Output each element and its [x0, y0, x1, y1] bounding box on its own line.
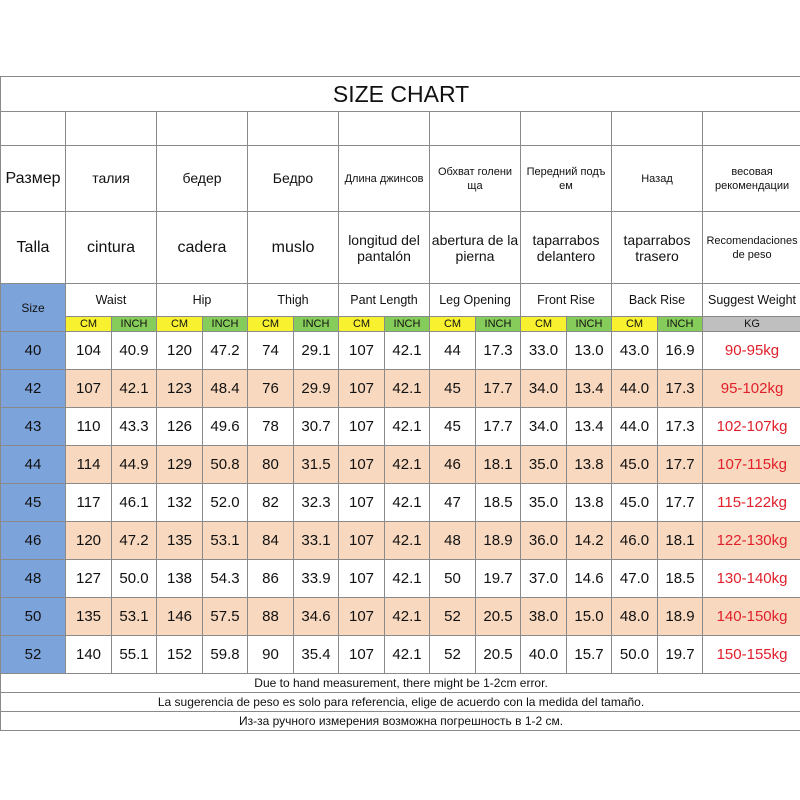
inch-value-cell: 19.7	[476, 560, 521, 598]
inch-value-cell: 34.6	[294, 598, 339, 636]
cm-value-cell: 132	[157, 484, 203, 522]
unit-inch-label: INCH	[567, 317, 612, 332]
size-row	[1, 522, 800, 560]
cm-value-cell: 45.0	[612, 446, 658, 484]
inch-value-cell: 54.3	[203, 560, 248, 598]
cm-value-cell: 76	[248, 370, 294, 408]
es-header-leg-opening: abertura de la pierna	[430, 212, 521, 284]
cm-value-cell: 123	[157, 370, 203, 408]
cm-value-cell: 34.0	[521, 370, 567, 408]
en-header-weight: Suggest Weight	[703, 284, 800, 317]
es-header-thigh: muslo	[248, 212, 339, 284]
cm-value-cell: 52	[430, 598, 476, 636]
unit-inch-label: INCH	[112, 317, 157, 332]
size-row	[1, 560, 800, 598]
size-cell: 42	[1, 370, 66, 408]
cm-value-cell: 107	[339, 522, 385, 560]
ru-header-front-rise: Передний подъ ем	[521, 146, 612, 212]
weight-cell: 102-107kg	[703, 408, 800, 446]
cm-value-cell: 140	[66, 636, 112, 674]
cm-value-cell: 107	[66, 370, 112, 408]
blank-cell	[339, 112, 430, 146]
es-header-pant-length: longitud del pantalón	[339, 212, 430, 284]
inch-value-cell: 49.6	[203, 408, 248, 446]
cm-value-cell: 107	[339, 560, 385, 598]
inch-value-cell: 29.1	[294, 332, 339, 370]
inch-value-cell: 42.1	[385, 484, 430, 522]
size-cell: 46	[1, 522, 66, 560]
inch-value-cell: 17.3	[658, 370, 703, 408]
inch-value-cell: 53.1	[203, 522, 248, 560]
inch-value-cell: 29.9	[294, 370, 339, 408]
english-header-row	[1, 284, 800, 317]
cm-value-cell: 46	[430, 446, 476, 484]
cm-value-cell: 107	[339, 332, 385, 370]
cm-value-cell: 107	[339, 408, 385, 446]
inch-value-cell: 17.3	[476, 332, 521, 370]
inch-value-cell: 48.4	[203, 370, 248, 408]
inch-value-cell: 42.1	[112, 370, 157, 408]
inch-value-cell: 30.7	[294, 408, 339, 446]
inch-value-cell: 35.4	[294, 636, 339, 674]
en-header-front-rise: Front Rise	[521, 284, 612, 317]
en-header-back-rise: Back Rise	[612, 284, 703, 317]
es-header-front-rise: taparrabos delantero	[521, 212, 612, 284]
size-cell: 44	[1, 446, 66, 484]
cm-value-cell: 48.0	[612, 598, 658, 636]
inch-value-cell: 42.1	[385, 636, 430, 674]
ru-header-pant-length: Длина джинсов	[339, 146, 430, 212]
weight-cell: 122-130kg	[703, 522, 800, 560]
inch-value-cell: 18.1	[476, 446, 521, 484]
cm-value-cell: 90	[248, 636, 294, 674]
en-header-waist: Waist	[66, 284, 157, 317]
inch-value-cell: 17.7	[476, 370, 521, 408]
unit-inch-label: INCH	[476, 317, 521, 332]
size-row	[1, 484, 800, 522]
inch-value-cell: 14.6	[567, 560, 612, 598]
cm-value-cell: 126	[157, 408, 203, 446]
cm-value-cell: 44.0	[612, 408, 658, 446]
size-cell: 45	[1, 484, 66, 522]
inch-value-cell: 57.5	[203, 598, 248, 636]
cm-value-cell: 107	[339, 370, 385, 408]
cm-value-cell: 110	[66, 408, 112, 446]
inch-value-cell: 42.1	[385, 598, 430, 636]
blank-cell	[66, 112, 157, 146]
unit-cm-label: CM	[521, 317, 567, 332]
inch-value-cell: 13.4	[567, 408, 612, 446]
blank-cell	[612, 112, 703, 146]
unit-inch-label: INCH	[385, 317, 430, 332]
inch-value-cell: 17.7	[658, 446, 703, 484]
en-header-thigh: Thigh	[248, 284, 339, 317]
inch-value-cell: 50.0	[112, 560, 157, 598]
inch-value-cell: 52.0	[203, 484, 248, 522]
inch-value-cell: 42.1	[385, 408, 430, 446]
cm-value-cell: 45	[430, 408, 476, 446]
size-row	[1, 332, 800, 370]
cm-value-cell: 45	[430, 370, 476, 408]
cm-value-cell: 114	[66, 446, 112, 484]
cm-value-cell: 107	[339, 484, 385, 522]
chart-title: SIZE CHART	[1, 77, 800, 112]
unit-inch-label: INCH	[658, 317, 703, 332]
ru-header-thigh: Бедро	[248, 146, 339, 212]
inch-value-cell: 20.5	[476, 636, 521, 674]
en-header-leg-opening: Leg Opening	[430, 284, 521, 317]
inch-value-cell: 18.5	[476, 484, 521, 522]
cm-value-cell: 33.0	[521, 332, 567, 370]
cm-value-cell: 107	[339, 636, 385, 674]
inch-value-cell: 18.9	[658, 598, 703, 636]
inch-value-cell: 42.1	[385, 522, 430, 560]
size-cell: 52	[1, 636, 66, 674]
size-cell: 40	[1, 332, 66, 370]
cm-value-cell: 80	[248, 446, 294, 484]
unit-cm-label: CM	[248, 317, 294, 332]
inch-value-cell: 59.8	[203, 636, 248, 674]
cm-value-cell: 135	[157, 522, 203, 560]
cm-value-cell: 34.0	[521, 408, 567, 446]
blank-cell	[430, 112, 521, 146]
cm-value-cell: 127	[66, 560, 112, 598]
ru-header-size: Размер	[1, 146, 66, 212]
es-header-hip: cadera	[157, 212, 248, 284]
note-row	[1, 693, 800, 712]
unit-header-row	[1, 317, 800, 332]
blank-cell	[1, 112, 66, 146]
es-header-weight: Recomendaciones de peso	[703, 212, 800, 284]
unit-cm-label: CM	[612, 317, 658, 332]
unit-kg-label: KG	[703, 317, 800, 332]
inch-value-cell: 47.2	[203, 332, 248, 370]
inch-value-cell: 42.1	[385, 560, 430, 598]
weight-cell: 95-102kg	[703, 370, 800, 408]
cm-value-cell: 48	[430, 522, 476, 560]
weight-cell: 107-115kg	[703, 446, 800, 484]
inch-value-cell: 17.7	[476, 408, 521, 446]
size-row	[1, 598, 800, 636]
cm-value-cell: 50	[430, 560, 476, 598]
cm-value-cell: 37.0	[521, 560, 567, 598]
cm-value-cell: 44	[430, 332, 476, 370]
cm-value-cell: 44.0	[612, 370, 658, 408]
cm-value-cell: 36.0	[521, 522, 567, 560]
cm-value-cell: 86	[248, 560, 294, 598]
inch-value-cell: 18.9	[476, 522, 521, 560]
inch-value-cell: 19.7	[658, 636, 703, 674]
size-chart-table	[0, 76, 800, 731]
cm-value-cell: 120	[157, 332, 203, 370]
cm-value-cell: 78	[248, 408, 294, 446]
inch-value-cell: 17.3	[658, 408, 703, 446]
ru-header-leg-opening: Обхват голени ща	[430, 146, 521, 212]
weight-cell: 140-150kg	[703, 598, 800, 636]
inch-value-cell: 20.5	[476, 598, 521, 636]
es-header-size: Talla	[1, 212, 66, 284]
inch-value-cell: 42.1	[385, 446, 430, 484]
unit-inch-label: INCH	[294, 317, 339, 332]
inch-value-cell: 17.7	[658, 484, 703, 522]
weight-cell: 130-140kg	[703, 560, 800, 598]
inch-value-cell: 18.5	[658, 560, 703, 598]
cm-value-cell: 35.0	[521, 446, 567, 484]
spanish-header-row	[1, 212, 800, 284]
ru-header-hip: бедер	[157, 146, 248, 212]
inch-value-cell: 13.0	[567, 332, 612, 370]
cm-value-cell: 146	[157, 598, 203, 636]
inch-value-cell: 13.4	[567, 370, 612, 408]
inch-value-cell: 33.9	[294, 560, 339, 598]
inch-value-cell: 13.8	[567, 446, 612, 484]
unit-inch-label: INCH	[203, 317, 248, 332]
cm-value-cell: 47.0	[612, 560, 658, 598]
unit-cm-label: CM	[66, 317, 112, 332]
unit-cm-label: CM	[339, 317, 385, 332]
en-header-pant-length: Pant Length	[339, 284, 430, 317]
inch-value-cell: 18.1	[658, 522, 703, 560]
size-cell: 48	[1, 560, 66, 598]
inch-value-cell: 50.8	[203, 446, 248, 484]
ru-header-back-rise: Назад	[612, 146, 703, 212]
note-text: Due to hand measurement, there might be 1-2cm error.	[1, 674, 800, 693]
inch-value-cell: 40.9	[112, 332, 157, 370]
russian-header-row	[1, 146, 800, 212]
inch-value-cell: 15.7	[567, 636, 612, 674]
inch-value-cell: 47.2	[112, 522, 157, 560]
size-cell: 50	[1, 598, 66, 636]
cm-value-cell: 52	[430, 636, 476, 674]
blank-cell	[157, 112, 248, 146]
cm-value-cell: 50.0	[612, 636, 658, 674]
inch-value-cell: 33.1	[294, 522, 339, 560]
weight-cell: 90-95kg	[703, 332, 800, 370]
cm-value-cell: 152	[157, 636, 203, 674]
blank-cell	[703, 112, 800, 146]
cm-value-cell: 84	[248, 522, 294, 560]
inch-value-cell: 16.9	[658, 332, 703, 370]
blank-cell	[248, 112, 339, 146]
cm-value-cell: 120	[66, 522, 112, 560]
inch-value-cell: 42.1	[385, 332, 430, 370]
cm-value-cell: 82	[248, 484, 294, 522]
cm-value-cell: 138	[157, 560, 203, 598]
en-header-hip: Hip	[157, 284, 248, 317]
cm-value-cell: 40.0	[521, 636, 567, 674]
cm-value-cell: 107	[339, 598, 385, 636]
size-row	[1, 636, 800, 674]
inch-value-cell: 32.3	[294, 484, 339, 522]
unit-cm-label: CM	[430, 317, 476, 332]
weight-cell: 150-155kg	[703, 636, 800, 674]
inch-value-cell: 44.9	[112, 446, 157, 484]
inch-value-cell: 55.1	[112, 636, 157, 674]
size-row	[1, 370, 800, 408]
inch-value-cell: 13.8	[567, 484, 612, 522]
cm-value-cell: 74	[248, 332, 294, 370]
inch-value-cell: 53.1	[112, 598, 157, 636]
inch-value-cell: 46.1	[112, 484, 157, 522]
cm-value-cell: 38.0	[521, 598, 567, 636]
inch-value-cell: 15.0	[567, 598, 612, 636]
cm-value-cell: 88	[248, 598, 294, 636]
note-row	[1, 712, 800, 731]
cm-value-cell: 35.0	[521, 484, 567, 522]
unit-cm-label: CM	[157, 317, 203, 332]
blank-cell	[521, 112, 612, 146]
cm-value-cell: 135	[66, 598, 112, 636]
cm-value-cell: 46.0	[612, 522, 658, 560]
inch-value-cell: 14.2	[567, 522, 612, 560]
ru-header-weight: весовая рекомендации	[703, 146, 800, 212]
cm-value-cell: 129	[157, 446, 203, 484]
cm-value-cell: 43.0	[612, 332, 658, 370]
size-cell: 43	[1, 408, 66, 446]
es-header-waist: cintura	[66, 212, 157, 284]
cm-value-cell: 107	[339, 446, 385, 484]
en-header-size: Size	[1, 284, 66, 332]
es-header-back-rise: taparrabos trasero	[612, 212, 703, 284]
cm-value-cell: 117	[66, 484, 112, 522]
size-chart	[0, 76, 800, 731]
note-text: La sugerencia de peso es solo para referencia, elige de acuerdo con la medida del tamaño.	[1, 693, 800, 712]
cm-value-cell: 104	[66, 332, 112, 370]
weight-cell: 115-122kg	[703, 484, 800, 522]
size-row	[1, 408, 800, 446]
note-text: Из-за ручного измерения возможна погрешность в 1-2 см.	[1, 712, 800, 731]
note-row	[1, 674, 800, 693]
inch-value-cell: 42.1	[385, 370, 430, 408]
cm-value-cell: 45.0	[612, 484, 658, 522]
ru-header-waist: талия	[66, 146, 157, 212]
cm-value-cell: 47	[430, 484, 476, 522]
inch-value-cell: 43.3	[112, 408, 157, 446]
size-row	[1, 446, 800, 484]
inch-value-cell: 31.5	[294, 446, 339, 484]
